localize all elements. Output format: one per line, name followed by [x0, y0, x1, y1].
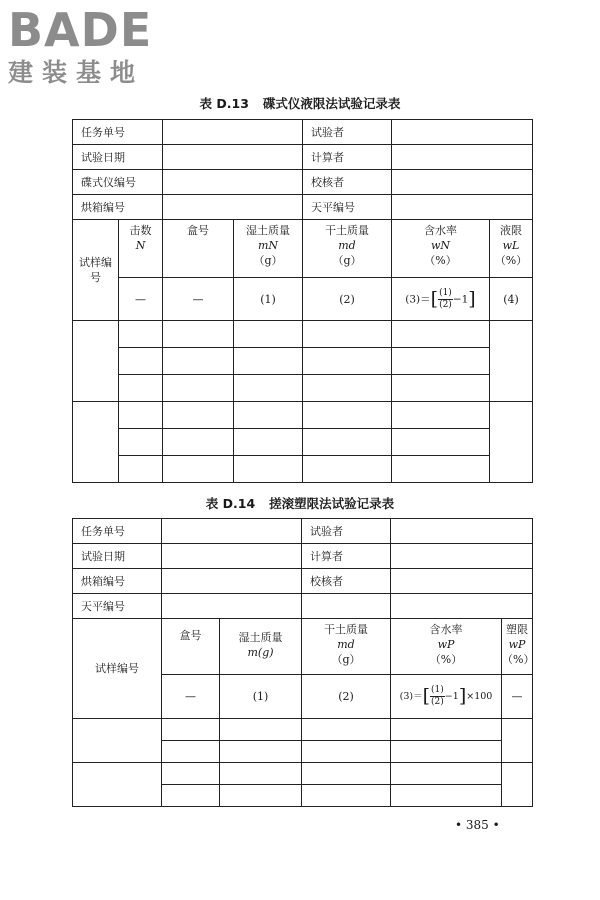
box-no-dash: — [162, 675, 220, 719]
data-cell[interactable] [302, 785, 391, 807]
table-d13-title: 碟式仪液限法试验记录表 [262, 96, 401, 111]
data-cell[interactable] [119, 321, 163, 348]
bade-logo [8, 4, 152, 88]
dry-mass-code: (2) [302, 675, 391, 719]
data-cell[interactable] [391, 763, 502, 785]
data-cell[interactable] [234, 321, 303, 348]
dry-mass-header: 干土质量 md （g） [302, 619, 391, 675]
task-no-label: 任务单号 [73, 519, 162, 544]
logo-subtitle: 建装基地 [8, 58, 145, 87]
data-cell[interactable] [303, 348, 392, 375]
dry-mass-code: (2) [303, 278, 392, 321]
oven-no-label: 烘箱编号 [73, 569, 162, 594]
oven-no-cell[interactable] [163, 195, 303, 220]
balance-no-cell[interactable] [392, 195, 533, 220]
data-cell[interactable] [302, 763, 391, 785]
liquid-limit-header: 液限 wL （%） [490, 220, 533, 278]
box-no-dash: — [163, 278, 234, 321]
tester-label: 试验者 [303, 120, 392, 145]
formula-fraction: $\frac{(1)}{(2)}$ [439, 287, 452, 310]
calculator-cell[interactable] [391, 544, 533, 569]
tester-cell[interactable] [391, 519, 533, 544]
wet-mass-header: 湿土质量 m(g) [220, 619, 302, 675]
data-cell[interactable] [119, 456, 163, 483]
table-d13 [72, 119, 533, 483]
water-content-formula: (3)＝[ $\frac{(1)}{(2)}$ −1]×100 [391, 675, 502, 719]
table-d13-caption [0, 94, 600, 112]
sample-no-header: 试样编号 [73, 619, 162, 719]
oven-no-cell[interactable] [162, 569, 302, 594]
table-d13-number: 表 D.13 [199, 96, 249, 111]
data-cell[interactable] [119, 402, 163, 429]
tester-label: 试验者 [302, 519, 391, 544]
device-no-cell[interactable] [163, 170, 303, 195]
data-cell[interactable] [220, 719, 302, 741]
device-no-label: 碟式仪编号 [73, 170, 163, 195]
balance-no-label: 天平编号 [73, 594, 162, 619]
data-cell[interactable] [392, 348, 490, 375]
data-cell[interactable] [302, 719, 391, 741]
limit-cell[interactable] [490, 321, 533, 402]
data-cell[interactable] [392, 375, 490, 402]
data-cell[interactable] [391, 785, 502, 807]
table-d14-number: 表 D.14 [205, 496, 256, 511]
data-cell[interactable] [163, 321, 234, 348]
data-cell[interactable] [392, 321, 490, 348]
data-cell[interactable] [234, 402, 303, 429]
data-cell[interactable] [392, 402, 490, 429]
plastic-limit-header: 塑限 wP （%） [502, 619, 533, 675]
balance-no-cell[interactable] [162, 594, 302, 619]
calculator-label: 计算者 [302, 544, 391, 569]
data-cell[interactable] [391, 741, 502, 763]
blows-dash: — [119, 278, 163, 321]
limit-cell[interactable] [490, 402, 533, 483]
test-date-label: 试验日期 [73, 544, 162, 569]
data-cell[interactable] [302, 741, 391, 763]
limit-cell[interactable] [502, 763, 533, 807]
task-no-label: 任务单号 [73, 120, 163, 145]
data-cell[interactable] [119, 429, 163, 456]
blows-header: 击数 N [119, 220, 163, 278]
calculator-cell[interactable] [392, 145, 533, 170]
task-no-cell[interactable] [162, 519, 302, 544]
checker-cell[interactable] [391, 569, 533, 594]
data-cell[interactable] [162, 763, 220, 785]
data-cell[interactable] [234, 429, 303, 456]
logo-wordmark: BADE [8, 3, 153, 57]
liquid-limit-code: (4) [490, 278, 533, 321]
box-no-header: 盒号 [163, 220, 234, 278]
table-d14-caption [0, 494, 600, 512]
data-cell[interactable] [163, 348, 234, 375]
data-cell[interactable] [392, 429, 490, 456]
data-cell[interactable] [119, 348, 163, 375]
sample-cell[interactable] [73, 763, 162, 807]
water-content-formula: (3)＝[ $\frac{(1)}{(2)}$ −1] [392, 278, 490, 321]
data-cell[interactable] [303, 321, 392, 348]
oven-no-label: 烘箱编号 [73, 195, 163, 220]
data-cell[interactable] [163, 402, 234, 429]
data-cell[interactable] [162, 719, 220, 741]
data-cell[interactable] [234, 456, 303, 483]
data-cell[interactable] [163, 375, 234, 402]
task-no-cell[interactable] [163, 120, 303, 145]
data-cell[interactable] [303, 429, 392, 456]
data-cell[interactable] [162, 785, 220, 807]
water-content-header: 含水率 wN （%） [392, 220, 490, 278]
balance-no-label: 天平编号 [303, 195, 392, 220]
wet-mass-code: (1) [234, 278, 303, 321]
data-cell[interactable] [391, 719, 502, 741]
plastic-limit-dash: — [502, 675, 533, 719]
table-d14 [72, 518, 533, 807]
data-cell[interactable] [303, 456, 392, 483]
test-date-label: 试验日期 [73, 145, 163, 170]
wet-mass-header: 湿土质量 mN （g） [234, 220, 303, 278]
checker-label: 校核者 [302, 569, 391, 594]
formula-fraction: $\frac{(1)}{(2)}$ [431, 685, 444, 707]
wet-mass-code: (1) [220, 675, 302, 719]
box-no-header: 盒号 [162, 619, 220, 675]
sample-cell[interactable] [73, 719, 162, 763]
data-cell[interactable] [163, 429, 234, 456]
tester-cell[interactable] [392, 120, 533, 145]
test-date-cell[interactable] [162, 544, 302, 569]
sample-cell[interactable] [73, 402, 119, 483]
sample-no-header: 试样编号 [73, 220, 119, 321]
data-cell[interactable] [119, 375, 163, 402]
data-cell[interactable] [234, 348, 303, 375]
data-cell[interactable] [163, 456, 234, 483]
data-cell[interactable] [392, 456, 490, 483]
data-cell[interactable] [220, 763, 302, 785]
blank-cell[interactable] [302, 594, 391, 619]
calculator-label: 计算者 [303, 145, 392, 170]
blank-cell[interactable] [391, 594, 533, 619]
data-cell[interactable] [220, 741, 302, 763]
test-date-cell[interactable] [163, 145, 303, 170]
data-cell[interactable] [303, 375, 392, 402]
data-cell[interactable] [162, 741, 220, 763]
limit-cell[interactable] [502, 719, 533, 763]
water-content-header: 含水率 wP （%） [391, 619, 502, 675]
data-cell[interactable] [220, 785, 302, 807]
sample-cell[interactable] [73, 321, 119, 402]
page-number: • 385 • [455, 818, 500, 832]
checker-label: 校核者 [303, 170, 392, 195]
table-d14-title: 搓滚塑限法试验记录表 [269, 496, 395, 511]
checker-cell[interactable] [392, 170, 533, 195]
data-cell[interactable] [303, 402, 392, 429]
dry-mass-header: 干土质量 md （g） [303, 220, 392, 278]
data-cell[interactable] [234, 375, 303, 402]
